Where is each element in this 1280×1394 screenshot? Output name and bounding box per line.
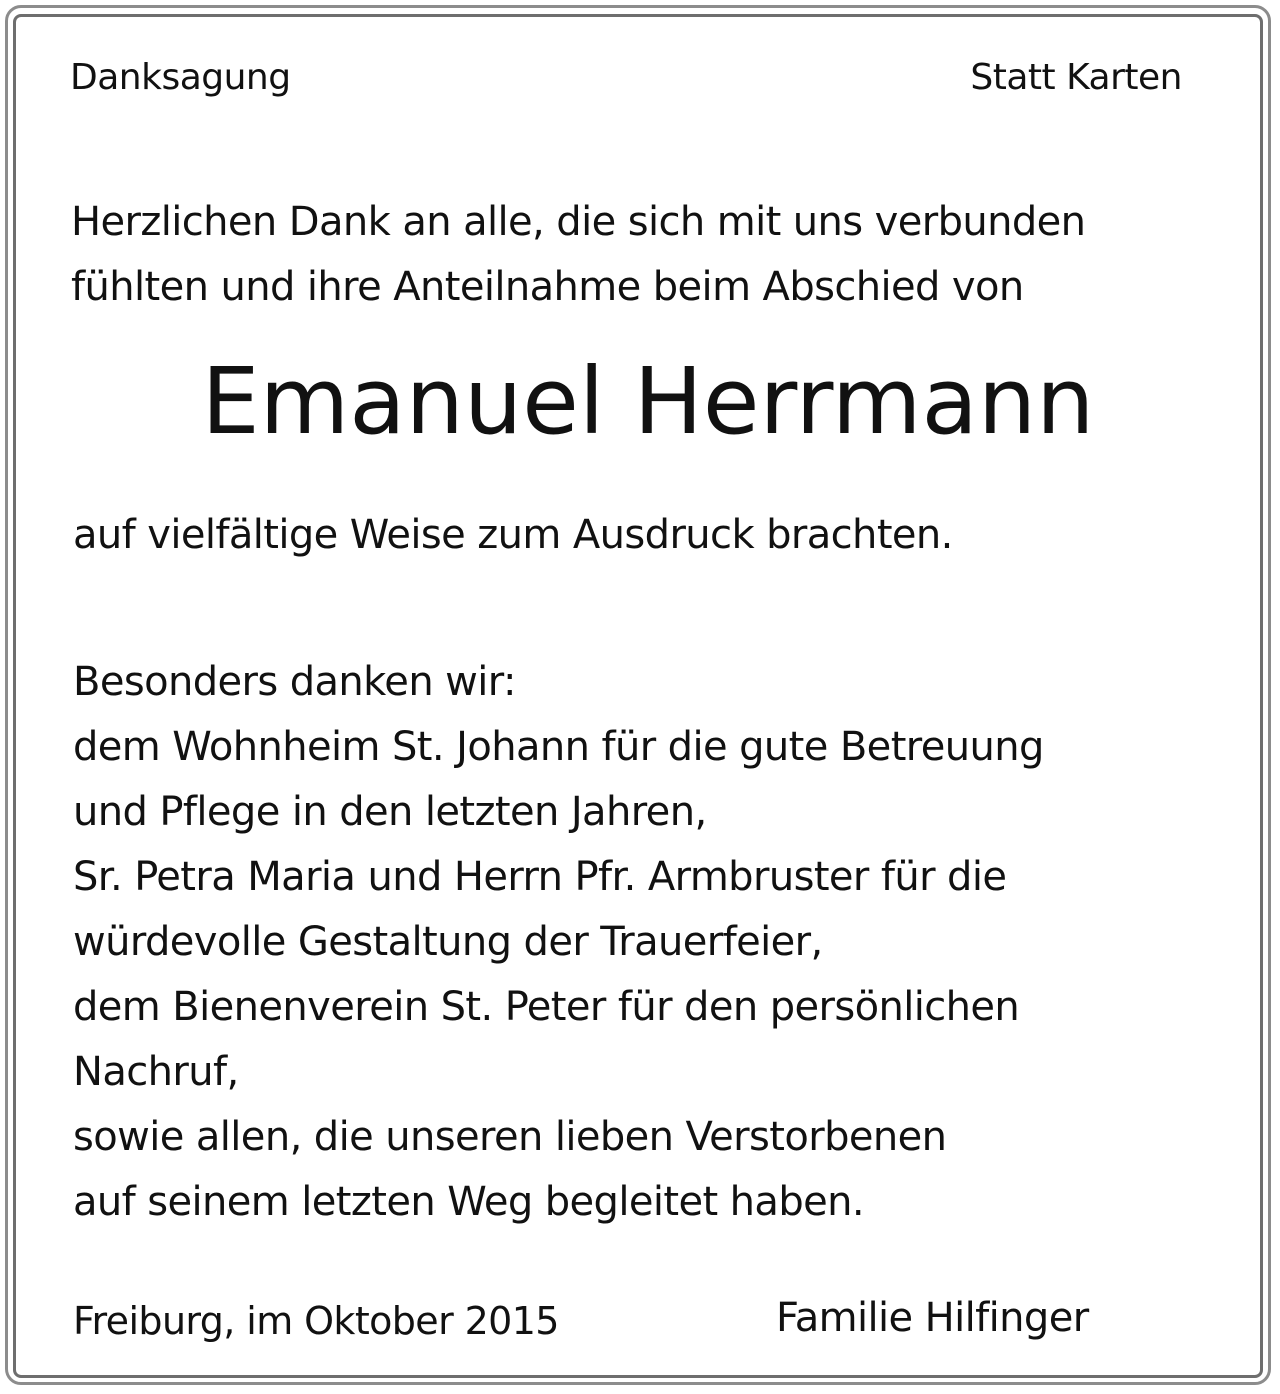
thanks-line-1: Besonders danken wir: xyxy=(73,659,516,705)
thanks-line-5: würdevolle Gestaltung der Trauerfeier, xyxy=(73,919,823,965)
intro-line-1: Herzlichen Dank an alle, die sich mit uns verbunden xyxy=(71,199,1086,245)
thanks-line-6: dem Bienenverein St. Peter für den persönlichen xyxy=(73,984,1020,1030)
thanks-line-9: auf seinem letzten Weg begleitet haben. xyxy=(73,1179,864,1225)
after-name-line: auf vielfältige Weise zum Ausdruck brachten. xyxy=(73,512,953,558)
deceased-name-text: Emanuel Herrmann xyxy=(201,348,1095,455)
thanks-line-3: und Pflege in den letzten Jahren, xyxy=(73,789,707,835)
intro-line-2: fühlten und ihre Anteilnahme beim Abschied von xyxy=(71,264,1024,310)
footer-place-date: Freiburg, im Oktober 2015 xyxy=(73,1299,559,1343)
thanks-line-7: Nachruf, xyxy=(73,1049,239,1095)
deceased-name xyxy=(0,348,1280,455)
footer-signature: Familie Hilfinger xyxy=(776,1295,1089,1341)
header-danksagung: Danksagung xyxy=(70,57,291,98)
thanks-line-8: sowie allen, die unseren lieben Verstorbenen xyxy=(73,1114,947,1160)
header-statt-karten: Statt Karten xyxy=(970,57,1182,98)
thanks-line-2: dem Wohnheim St. Johann für die gute Betreuung xyxy=(73,724,1044,770)
thanks-line-4: Sr. Petra Maria und Herrn Pfr. Armbruster für die xyxy=(73,854,1007,900)
